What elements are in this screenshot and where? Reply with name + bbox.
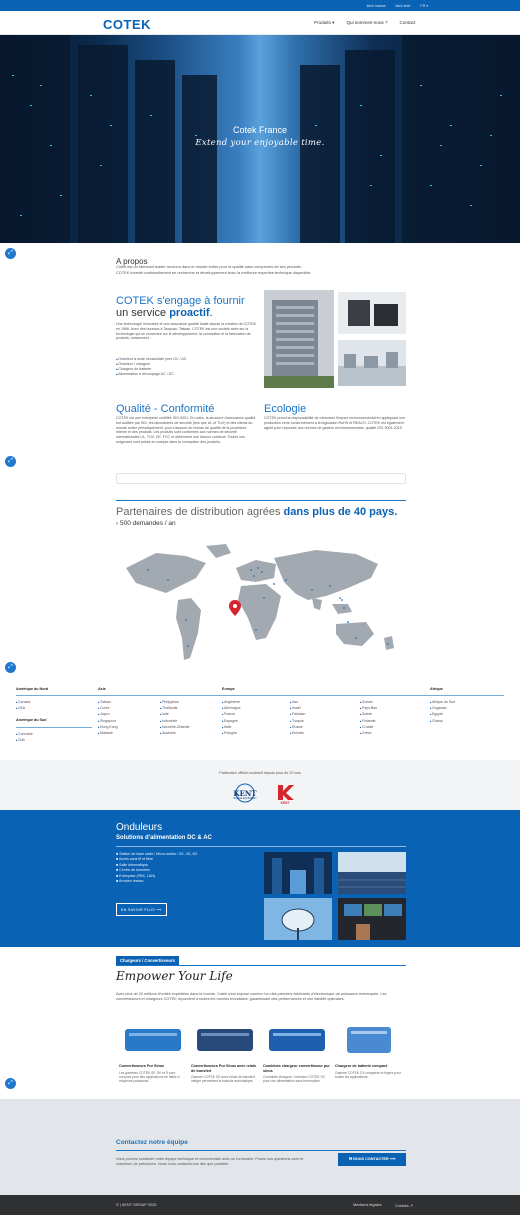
list-item: ■ Grèce xyxy=(360,731,377,737)
site-header xyxy=(0,11,520,35)
proactif-text: Une technologie innovante et une assurance qualité totale depuis la création de COTEK en 1986. Avec des bureaux à Taoyuan, Taiwan. COTEK est une société axée sur la technologie qui se concentre sur le développement, la conception et la fabrication de produits, notamment : xyxy=(116,322,257,341)
list-item: ■ Entreprise (PBX, LAN) xyxy=(116,873,156,878)
list-item: ■ Ouganda xyxy=(430,706,455,712)
side-scroll-button[interactable]: ⤢ xyxy=(5,662,16,673)
list-item: ■ Afrique du Sud xyxy=(430,700,455,706)
chargeurs-script-title: Empower Your Life xyxy=(116,969,233,983)
list-item: ■ Allemagne xyxy=(222,706,241,712)
side-scroll-button[interactable]: ⤢ xyxy=(5,248,16,259)
nous-contacter-button[interactable]: ✉ NOUS CONTACTER ⟶ xyxy=(338,1153,406,1166)
region-list xyxy=(16,732,33,744)
list-item: ■ Indonésie xyxy=(160,719,189,725)
qualite-title: Qualité - Conformité xyxy=(116,403,215,415)
region-list xyxy=(16,700,30,712)
list-item: ■ Finlande xyxy=(360,719,377,725)
list-item: ■ Corée xyxy=(98,706,118,712)
list-item: ■ Singapour xyxy=(98,719,118,725)
side-scroll-button[interactable]: ⤢ xyxy=(5,456,16,467)
product-card[interactable]: Chargeur de batterie compact Gamme COTEK CX compacte et légère pour toutes les applications. xyxy=(333,1019,405,1099)
top-bar xyxy=(0,0,520,11)
side-scroll-button[interactable]: ⤢ xyxy=(5,1078,16,1089)
region-amerique-sud: Amérique du Sud xyxy=(16,718,47,722)
list-item: ■ Angleterre xyxy=(222,700,241,706)
ecologie-text: COTEK prend la responsabilité de minimiser l'impact environnemental en appliquant une production verte conformément à la législation RoHS et REACH. COTEK est également agréé pour répondre aux normes de gestion environnementale, qualité ISO 9001-2015. xyxy=(264,416,406,430)
region-list xyxy=(222,700,241,737)
arrow-right-icon: ⟶ xyxy=(156,908,162,912)
onduleurs-list xyxy=(116,852,197,884)
data-center-photo xyxy=(264,852,332,894)
region-list xyxy=(160,700,189,737)
partners-title: Partenaires de distribution agrées dans plus de 40 pays. xyxy=(116,506,398,518)
list-item: ■ Pays-Bas xyxy=(360,706,377,712)
footer-link-cookies[interactable]: Cookies ↗ xyxy=(395,1204,413,1208)
arrow-right-icon: ⟶ xyxy=(389,1157,396,1161)
footer-copyright: © | KENT GROUP 2025 xyxy=(116,1203,157,1207)
location-pin-icon xyxy=(229,600,241,616)
list-item: ■ Ghana xyxy=(430,719,455,725)
chargeurs-text: Avec plus de 20 millions d'unités expédiées dans le monde, Cotek s'est imposé comme l'un des premiers fabricants d'électronique de puissance embarquée. Les convertisseurs et chargeurs COTEK répondent à toutes les normes mondiales, garantissant des performances et une fiabilité optimales. xyxy=(116,992,387,1001)
list-item: ■ Pakistan xyxy=(290,712,305,718)
list-item: ■ Turquie xyxy=(290,719,305,725)
list-item: ■ Onduleur / chargeur xyxy=(116,362,186,367)
regions-divider xyxy=(16,727,92,728)
chargeurs-divider xyxy=(116,965,406,966)
list-item: ■ Hong Kong xyxy=(98,725,118,731)
nav-produits[interactable]: Produits ▾ xyxy=(314,20,335,25)
contact-section xyxy=(0,1099,520,1195)
list-item: ■ Emirats xyxy=(290,731,305,737)
list-item: ■ Chargeur de batterie xyxy=(116,367,186,372)
list-item: ■ Colombie xyxy=(16,732,33,738)
list-item: ■ Onduleur à onde sinusoïdale pure DC / AC xyxy=(116,357,186,362)
about-text-2: COTEK investit continuellement en recherche et développement avec la meilleure expertise technique disponible. xyxy=(116,270,312,275)
chargeurs-tag: Chargeurs / Convertisseurs xyxy=(116,956,179,965)
about-text-1: Cotek est un fabricant leader reconnu dans le monde entier pour la qualité sans compromis de ses produits. xyxy=(116,264,302,269)
list-item: ■ France xyxy=(222,712,241,718)
topbar-link-kent-marine[interactable]: kent-marine xyxy=(366,3,386,8)
region-list xyxy=(430,700,455,725)
official-partner-text: Partenaire officiel and/self depuis plus de 20 ans xyxy=(219,771,301,775)
product-card[interactable]: Combinés chargeur convertisseur pur sinus Combinés chargeur / onduleur COTEK SC pour une alimentation sans interruption. xyxy=(261,1019,333,1099)
list-item: ■ Espagne xyxy=(222,719,241,725)
list-item: ■ Suisse xyxy=(360,700,377,706)
list-item: ■ Chili xyxy=(16,738,33,744)
inverter-product-image xyxy=(117,1019,189,1057)
site-footer xyxy=(0,1195,520,1215)
list-item: ■ Australie xyxy=(160,731,189,737)
main-nav xyxy=(314,20,415,26)
list-item: ■ Japon xyxy=(98,712,118,718)
inverter-product-image xyxy=(189,1019,261,1057)
proactif-list xyxy=(116,357,186,377)
list-item: ■ USA xyxy=(16,706,30,712)
region-asie: Asie xyxy=(98,687,106,691)
region-amerique-nord: Amérique du Nord xyxy=(16,687,49,691)
footer-link-mentions[interactable]: Mentions légales xyxy=(353,1203,382,1207)
nav-qui-sommes-nous[interactable]: Qui sommes-nous ? xyxy=(346,20,388,25)
list-item: ■ Alimentation à découpage AC / DC xyxy=(116,372,186,377)
onduleurs-divider xyxy=(116,846,406,847)
ecologie-title: Ecologie xyxy=(264,403,307,415)
list-item: ■ Israël xyxy=(290,706,305,712)
satellite-dish-photo xyxy=(264,898,332,940)
factory-photo xyxy=(338,340,406,386)
inverter-product-image xyxy=(261,1019,333,1057)
list-item: ■ Taiwan xyxy=(98,700,118,706)
topbar-link-kent-tech[interactable]: kent-tech xyxy=(395,3,411,8)
onduleurs-title: Onduleurs xyxy=(116,822,163,833)
solar-panels-photo xyxy=(338,852,406,894)
list-item: ■ Salle informatique xyxy=(116,862,148,867)
list-item: ■ Centre de données xyxy=(116,868,150,873)
control-room-photo xyxy=(338,898,406,940)
list-item: ■ Suède xyxy=(360,712,377,718)
charger-product-image xyxy=(333,1019,405,1057)
list-item: ■ Armoire réseau xyxy=(116,879,144,884)
hero-subtitle: Extend your enjoyable time. xyxy=(195,138,325,148)
office-building-photo xyxy=(264,290,334,388)
region-europe: Europe xyxy=(222,687,235,691)
kent-k-emblem xyxy=(274,783,296,801)
region-list xyxy=(98,700,118,737)
list-item: ■ Station de base radio / Micro-ondes / 3G, 4G, 5G xyxy=(116,852,198,856)
about-title: A propos xyxy=(116,257,148,266)
hero-title: Cotek France xyxy=(232,125,288,135)
region-list xyxy=(290,700,305,737)
external-link-icon: ↗ xyxy=(409,1204,413,1208)
proactif-title: COTEK s'engage à fournir un service proactif. xyxy=(116,295,245,319)
list-item: ■ Italie xyxy=(222,725,241,731)
list-item: ■ Iran xyxy=(290,700,305,706)
language-selector[interactable]: FR ▾ xyxy=(420,3,428,8)
section-divider xyxy=(116,500,406,501)
list-item: ■ Thaïlande xyxy=(160,706,189,712)
regions-divider xyxy=(16,695,504,696)
equipment-photo xyxy=(338,292,406,334)
list-item: ■ Malaisie xyxy=(98,731,118,737)
list-item: ■ Egypte xyxy=(430,712,455,718)
onduleurs-subtitle: Solutions d'alimentation DC & AC xyxy=(116,835,212,841)
nav-contact[interactable]: Contact xyxy=(399,20,416,25)
kent-logo[interactable]: KENT xyxy=(274,783,296,807)
product-card[interactable]: Convertisseurs Pur Sinus Les gammes COTEK SP, SK et S sont conçues pour des applications de faible à moyenne puissance. xyxy=(117,1019,189,1099)
contact-text: Vous pouvez contacter notre équipe technique et commerciale avec un formulaire. Posez nos questions avec le maximum de précisions. Nous vous contacterons dès que possible. xyxy=(116,1157,304,1167)
list-item: ■ Philippines xyxy=(160,700,189,706)
mail-icon: ✉ xyxy=(348,1157,353,1161)
list-item: ■ Canada xyxy=(16,700,30,706)
onduleurs-section xyxy=(0,810,520,947)
list-item: ■ Russie xyxy=(290,725,305,731)
list-item: ■ Croatie xyxy=(360,725,377,731)
search-bar[interactable] xyxy=(116,473,406,484)
region-afrique: Afrique xyxy=(430,687,443,691)
en-savoir-plus-button[interactable]: EN SAVOIR PLUS ⟶ xyxy=(116,903,167,916)
partners-count: › 500 demandes / an xyxy=(116,520,176,527)
contact-divider xyxy=(116,1150,406,1151)
cotek-logo[interactable]: COTEK xyxy=(103,17,151,32)
product-card[interactable]: Convertisseurs Pur Sinus avec relais de transfert Gamme COTEK SD avec relais de transfert intégré permettant la bascule automatique. xyxy=(189,1019,261,1099)
list-item: ■ Pologne xyxy=(222,731,241,737)
kent-marine-logo[interactable]: KENT MARINE EQUIPMENT xyxy=(228,783,262,805)
region-list xyxy=(360,700,377,737)
list-item: ■ Nouvelle-Zélande xyxy=(160,725,189,731)
world-map xyxy=(116,538,406,678)
contact-title: Contactez notre équipe xyxy=(116,1139,188,1146)
list-item: ■ Accès sans fil et fibre xyxy=(116,857,153,862)
list-item: ■ Inde xyxy=(160,712,189,718)
qualite-text: COTEK est une entreprise certifiée ISO-9001. En outre, la structure d'assurance qualité est auditée par ISO, les laboratoires de sécurité (tels que UL et TUV) et des clients du monde entier périodiquement, pour s'assurer du niveau de qualité de la procédure interne et des produits. Les produits sont conformes aux normes de sécurité internationales UL, TUV, CE, FCC et obtiennent une licence continue. Toutes ces exigences sont prises en compte dans la conception des produits. xyxy=(116,416,256,444)
